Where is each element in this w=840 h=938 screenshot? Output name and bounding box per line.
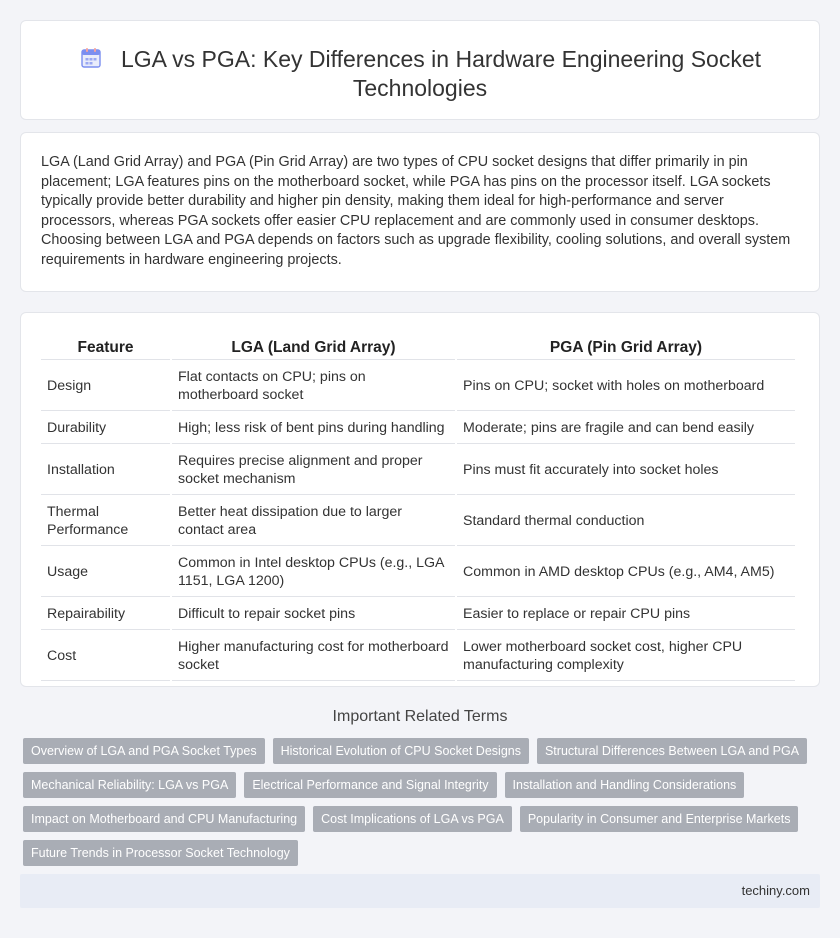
title-card xyxy=(20,20,820,120)
related-term-tag[interactable]: Installation and Handling Considerations xyxy=(505,772,745,798)
table-cell: Easier to replace or repair CPU pins xyxy=(457,599,795,630)
table-row xyxy=(41,413,795,444)
related-term-tag[interactable]: Mechanical Reliability: LGA vs PGA xyxy=(23,772,236,798)
header-feature: Feature xyxy=(41,335,170,360)
table-cell: Lower motherboard socket cost, higher CPU manufacturing complexity xyxy=(457,632,795,681)
comparison-card xyxy=(20,312,820,687)
table-row xyxy=(41,497,795,546)
page-title: LGA vs PGA: Key Differences in Hardware Engineering Socket Technologies xyxy=(120,46,762,101)
table-cell: Common in Intel desktop CPUs (e.g., LGA 1151, LGA 1200) xyxy=(172,548,455,597)
table-cell: Pins must fit accurately into socket holes xyxy=(457,446,795,495)
site-name[interactable]: techiny.com xyxy=(741,883,810,898)
related-term-tag[interactable]: Structural Differences Between LGA and PGA xyxy=(537,738,807,764)
calendar-icon xyxy=(79,46,103,70)
table-cell: Usage xyxy=(41,548,170,597)
table-cell: Better heat dissipation due to larger contact area xyxy=(172,497,455,546)
footer xyxy=(20,874,820,908)
table-cell: Cost xyxy=(41,632,170,681)
table-row xyxy=(41,446,795,495)
table-cell: Requires precise alignment and proper socket mechanism xyxy=(172,446,455,495)
table-cell: High; less risk of bent pins during handling xyxy=(172,413,455,444)
intro-card xyxy=(20,132,820,292)
table-cell: Thermal Performance xyxy=(41,497,170,546)
table-row xyxy=(41,548,795,597)
related-term-tag[interactable]: Overview of LGA and PGA Socket Types xyxy=(23,738,265,764)
page-title-wrap xyxy=(21,45,819,103)
table-row xyxy=(41,632,795,681)
intro-paragraph: LGA (Land Grid Array) and PGA (Pin Grid Array) are two types of CPU socket designs that differ primarily in pin placement; LGA features pins on the motherboard socket, while PGA has pins on the processor itself. LGA sockets typically provide better durability and higher pin density, making them ideal for high-performance and server processors, whereas PGA sockets offer easier CPU replacement and are commonly used in consumer desktops. Choosing between LGA and PGA depends on factors such as upgrade flexibility, cooling solutions, and overall system requirements in hardware engineering projects. xyxy=(41,154,791,268)
table-header-row xyxy=(41,335,795,360)
header-pga: PGA (Pin Grid Array) xyxy=(457,335,795,360)
table-cell: Installation xyxy=(41,446,170,495)
table-cell: Flat contacts on CPU; pins on motherboard socket xyxy=(172,362,455,411)
related-term-tag[interactable]: Cost Implications of LGA vs PGA xyxy=(313,806,512,832)
table-cell: Design xyxy=(41,362,170,411)
table-row xyxy=(41,599,795,630)
table-cell: Pins on CPU; socket with holes on motherboard xyxy=(457,362,795,411)
comparison-table xyxy=(39,333,797,683)
related-term-tag[interactable]: Historical Evolution of CPU Socket Designs xyxy=(273,738,529,764)
table-cell: Common in AMD desktop CPUs (e.g., AM4, AM5) xyxy=(457,548,795,597)
header-lga: LGA (Land Grid Array) xyxy=(172,335,455,360)
table-cell: Durability xyxy=(41,413,170,444)
related-term-tag[interactable]: Popularity in Consumer and Enterprise Markets xyxy=(520,806,799,832)
table-cell: Higher manufacturing cost for motherboard socket xyxy=(172,632,455,681)
related-term-tag[interactable]: Impact on Motherboard and CPU Manufacturing xyxy=(23,806,305,832)
table-cell: Standard thermal conduction xyxy=(457,497,795,546)
table-cell: Difficult to repair socket pins xyxy=(172,599,455,630)
table-cell: Repairability xyxy=(41,599,170,630)
table-cell: Moderate; pins are fragile and can bend easily xyxy=(457,413,795,444)
table-row xyxy=(41,362,795,411)
related-term-tag[interactable]: Electrical Performance and Signal Integrity xyxy=(244,772,496,798)
related-term-tag[interactable]: Future Trends in Processor Socket Technology xyxy=(23,840,298,866)
related-terms-list xyxy=(23,738,813,866)
related-terms-heading: Important Related Terms xyxy=(332,708,508,725)
